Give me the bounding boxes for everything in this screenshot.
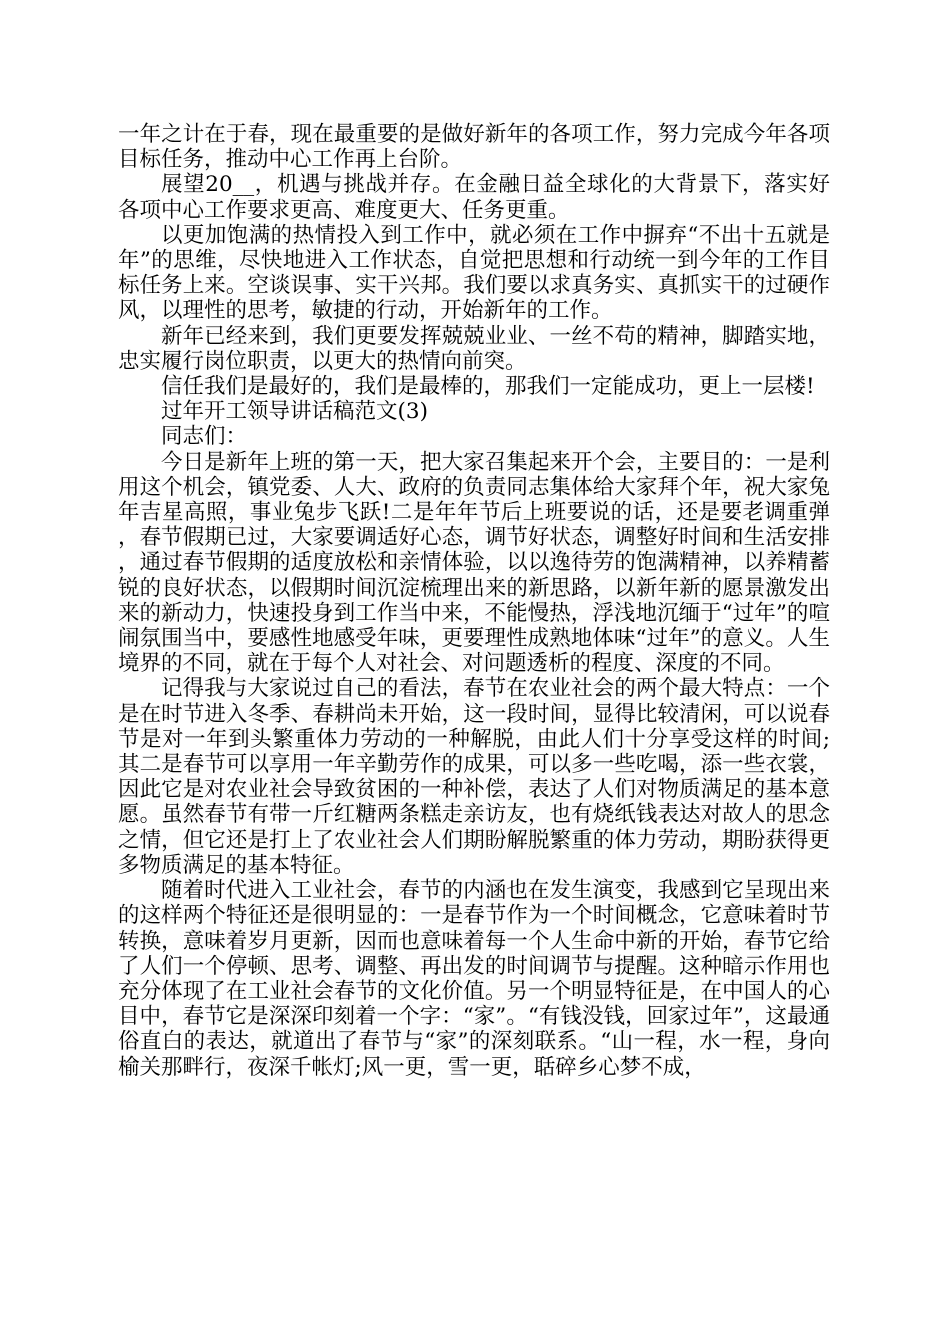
paragraph-industrial-society: 随着时代进入工业社会，春节的内涵也在发生演变，我感到它呈现出来的这样两个特征还是很明显的：一是春节作为一个时间概念，它意味着时节转换，意味着岁月更新，因而也意味着每一个人生命中新的开始，春节它给了人们一个停顿、思考、调整、再出发的时间调节与提醒。这种暗示作用也充分体现了在工业社会春节的文化价值。另一个明显特征是，在中国人的心目中，春节它是深深印刻着一个字：“家”。“有钱没钱，回家过年”，这最通俗直白的表达，就道出了春节与“家”的深刻联系。“山一程，水一程，身向榆关那畔行，夜深千帐灯;风一更，雪一更，聒碎乡心梦不成， — [118, 878, 830, 1080]
paragraph-new-year: 新年已经来到，我们更要发挥兢兢业业、一丝不苟的精神，脚踏实地，忠实履行岗位职责，以更大的热情向前突。 — [118, 323, 830, 374]
paragraph-agricultural-society: 记得我与大家说过自己的看法，春节在农业社会的两个最大特点：一个是在时节进入冬季、春耕尚未开始，这一段时间，显得比较清闲，可以说春节是对一年到头繁重体力劳动的一种解脱，由此人们十分享受这样的时间;其二是春节可以享用一年辛勤劳作的成果，可以多一些吃喝，添一些衣裳，因此它是对农业社会导致贫困的一种补偿，表达了人们对物质满足的基本意愿。虽然春节有带一斤红糖两条糕走亲访友，也有烧纸钱表达对故人的思念之情，但它还是打上了农业社会人们期盼解脱繁重的体力劳动，期盼获得更多物质满足的基本特征。 — [118, 676, 830, 878]
paragraph-enthusiasm: 以更加饱满的热情投入到工作中，就必须在工作中摒弃“不出十五就是年”的思维，尽快地进入工作状态，自觉把思想和行动统一到今年的工作目标任务上来。空谈误事、实干兴邦。我们要以求真务实、真抓实干的过硬作风，以理性的思考，敏捷的行动，开始新年的工作。 — [118, 222, 830, 324]
paragraph-intro-continuation: 一年之计在于春，现在最重要的是做好新年的各项工作，努力完成今年各项目标任务，推动中心工作再上台阶。 — [118, 122, 830, 173]
section-heading: 过年开工领导讲话稿范文(3) — [161, 399, 428, 425]
paragraph-first-day: 今日是新年上班的第一天，把大家召集起来开个会，主要目的：一是利用这个机会，镇党委、人大、政府的负责同志集体给大家拜个年，祝大家兔年吉星高照，事业兔步飞跃!二是年年节后上班要说的话，还是要老调重弹，春节假期已过，大家要调适好心态，调节好状态，调整好时间和生活安排，通过春节假期的适度放松和亲情体验，以以逸待劳的饱满精神，以养精蓄锐的良好状态，以假期时间沉淀梳理出来的新思路，以新年新的愿景激发出来的新动力，快速投身到工作当中来，不能慢热，浮浅地沉缅于“过年”的喧闹氛围当中，要感性地感受年味，更要理性成熟地体味“过年”的意义。人生境界的不同，就在于每个人对社会、对问题透析的程度、深度的不同。 — [118, 449, 830, 677]
paragraph-confidence: 信任我们是最好的，我们是最棒的，那我们一定能成功，更上一层楼! — [161, 374, 815, 400]
paragraph-outlook: 展望20__，机遇与挑战并存。在金融日益全球化的大背景下，落实好各项中心工作要求更高、难度更大、任务更重。 — [118, 172, 830, 223]
salutation: 同志们： — [161, 424, 248, 450]
document-body — [118, 122, 830, 1080]
